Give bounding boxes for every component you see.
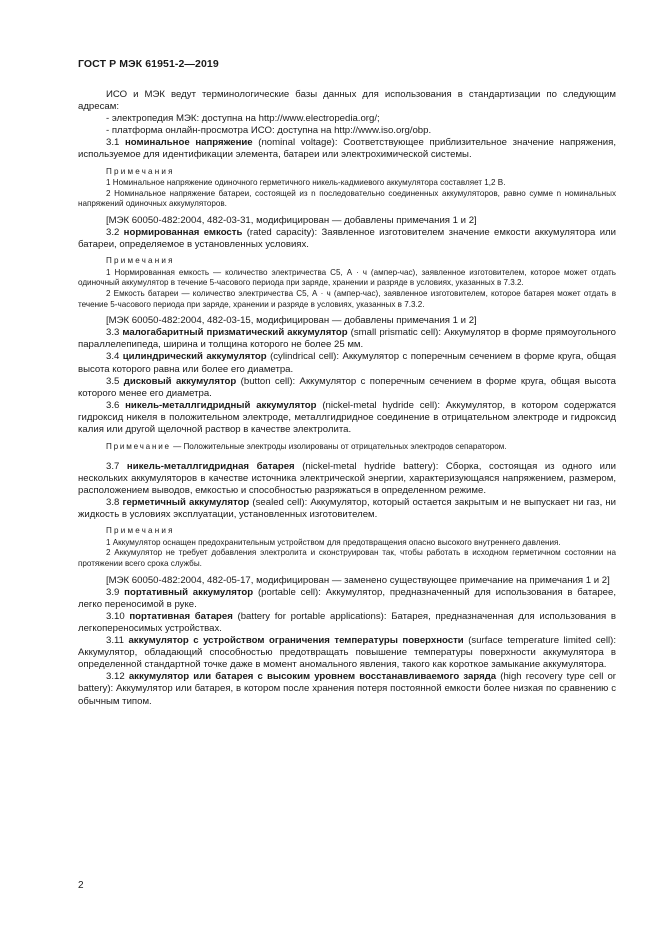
- term-title: аккумулятор с устройством ограничения температуры поверхности: [128, 635, 464, 647]
- notes-title: Примечания: [106, 166, 175, 176]
- term-3-10: 3.10 портативная батарея (battery for portable applications): Батарея, предназначенная для использования в легкопереносимых устройствах.: [78, 610, 616, 634]
- notes-title: Примечания: [106, 526, 175, 536]
- document-header: ГОСТ Р МЭК 61951-2—2019: [78, 58, 219, 70]
- term-title: цилиндрический аккумулятор: [122, 351, 267, 363]
- source-reference: [МЭК 60050-482:2004, 482-03-15, модифицирован — добавлены примечания 1 и 2]: [106, 315, 477, 327]
- term-3-3: 3.3 малогабаритный призматический аккумулятор (small prismatic cell): Аккумулятор в форме прямоугольного параллелепипеда, ширина и толщина которого не более 25 мм.: [78, 327, 616, 351]
- note-single: Примечание — Положительные электроды изолированы от отрицательных электродов сепаратором.: [106, 442, 507, 452]
- term-title: малогабаритный призматический аккумулятор: [122, 327, 348, 339]
- term-3-8: 3.8 герметичный аккумулятор (sealed cell): Аккумулятор, который остается закрытым и не выпускает ни газ, ни жидкость в условиях эксплуатации, установленных изготовителем.: [78, 497, 616, 521]
- term-title: номинальное напряжение: [125, 137, 253, 149]
- term-3-4: 3.4 цилиндрический аккумулятор (cylindrical cell): Аккумулятор с поперечным сечением в форме круга, общая высота которого равна или более его диаметра.: [78, 351, 617, 375]
- term-3-11: 3.11 аккумулятор с устройством ограничения температуры поверхности (surface temperature limited cell): Аккумулятор, обладающий способностью предотвращать повышение температуры поверхности аккумулятора в определенной стандартной точке даже в момент аномального явления, такого как короткое замыкание аккумулятора.: [78, 635, 617, 671]
- notes-title: Примечания: [106, 256, 175, 266]
- term-title: аккумулятор или батарея с высоким уровнем восстанавливаемого заряда: [128, 671, 497, 683]
- term-3-9: 3.9 портативный аккумулятор (portable cell): Аккумулятор, предназначенный для использования в батарее, легко переносимой в руке.: [78, 586, 616, 610]
- term-3-1: 3.1 номинальное напряжение (nominal voltage): Соответствующее приблизительное значение напряжения, используемое для идентификации элемента, батареи или электрохимической системы.: [78, 137, 616, 161]
- term-3-5: 3.5 дисковый аккумулятор (button cell): Аккумулятор с поперечным сечением в форме круга, общая высота которого менее его диаметра.: [78, 375, 616, 399]
- note-item: 2 Емкость батареи — количество электричества C5, А · ч (ампер-час), заявленное изготовителем, которое батарея может отдать в течение 5-часового периода при заряде, хранении и разряде в условиях, указанных в 7.3.2.: [78, 289, 616, 309]
- term-3-2: 3.2 нормированная емкость (rated capacity): Заявленное изготовителем значение емкости аккумулятора или батареи, определяемое в установленных условиях.: [78, 227, 617, 251]
- source-reference: [МЭК 60050-482:2004, 482-03-31, модифицирован — добавлены примечания 1 и 2]: [106, 214, 477, 226]
- intro-item: - электропедия МЭК: доступна на http://www.electropedia.org/;: [106, 113, 380, 125]
- term-title: никель-металлгидридный аккумулятор: [125, 399, 317, 411]
- page-number: 2: [78, 880, 84, 891]
- note-label: Примечание: [106, 442, 171, 452]
- intro-item: - платформа онлайн-просмотра ИСО: доступна на http://www.iso.org/obp.: [106, 125, 432, 137]
- term-title: портативная батарея: [129, 610, 233, 622]
- term-title: герметичный аккумулятор: [122, 497, 250, 508]
- term-title: дисковый аккумулятор: [123, 375, 237, 387]
- intro-paragraph: ИСО и МЭК ведут терминологические базы данных для использования в стандартизации по следующим адресам:: [78, 89, 616, 113]
- note-item: 2 Аккумулятор не требует добавления электролита и сконструирован так, чтобы работать в исходном герметичном состоянии на протяжении всего срока службы.: [78, 548, 616, 568]
- note-item: 1 Номинальное напряжение одиночного герметичного никель-кадмиевого аккумулятора составляет 1,2 В.: [106, 178, 506, 188]
- note-item: 1 Нормированная емкость — количество электричества C5, А · ч (ампер-час), заявленное изготовителем, которое может отдать одиночный аккумулятор в течение 5-часового периода при заряде, хранении и разряде в условиях, указанных в 7.3.2.: [78, 267, 616, 288]
- note-item: 1 Аккумулятор оснащен предохранительным устройством для предотвращения опасно высокого внутреннего давления.: [106, 537, 561, 547]
- term-title: никель-металлгидридная батарея: [126, 460, 295, 472]
- term-3-6: 3.6 никель-металлгидридный аккумулятор (nickel-metal hydride cell): Аккумулятор, в котором содержатся гидроксид никеля в положительном электроде, металлгидридное соединение в отрицательном электроде и гидроксид калия или другой щелочной раствор в качестве электролита.: [78, 399, 616, 436]
- term-title: портативный аккумулятор: [124, 586, 254, 598]
- note-item: 2 Номинальное напряжение батареи, состоящей из n последовательно соединенных аккумуляторов, равно сумме n номинальных напряжений одиночных аккумуляторов.: [78, 188, 616, 209]
- term-3-12: 3.12 аккумулятор или батарея с высоким уровнем восстанавливаемого заряда (high recovery type cell or battery): Аккумулятор или батарея, в котором после хранения потеря постоянной емкости более низкая по сравнению с обычным типом.: [78, 671, 617, 707]
- source-reference: [МЭК 60050-482:2004, 482-05-17, модифицирован — заменено существующее примечание на примечания 1 и 2]: [106, 574, 610, 586]
- term-title: нормированная емкость: [123, 227, 243, 239]
- term-3-7: 3.7 никель-металлгидридная батарея (nickel-metal hydride battery): Сборка, состоящая из одного или нескольких аккумуляторов в качестве источника электрической энергии, характеризующаяся напряжением, размером, расположением выводов, емкостью и способностью разряжаться в определенном режиме.: [78, 460, 616, 496]
- document-page: [78, 58, 616, 708]
